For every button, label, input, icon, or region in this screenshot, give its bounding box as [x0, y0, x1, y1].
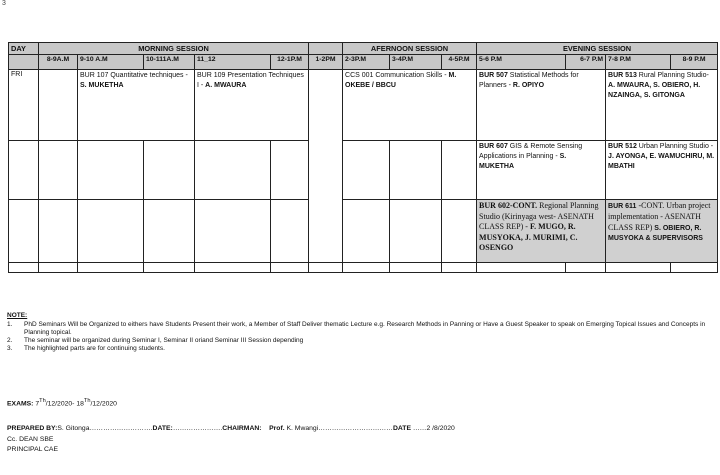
- signature-footer: [7, 424, 455, 456]
- empty-cell: [39, 200, 78, 263]
- prepared-by-line: PREPARED BY:S. Gitonga……………………….DATE:………………….CHAIRMAN: Prof. K. Mwangi……………………………DATE ……2 /8/2020: [7, 425, 455, 432]
- empty-cell: [442, 200, 477, 263]
- empty-cell: [195, 141, 271, 200]
- empty-cell: [343, 200, 390, 263]
- lunch-header-top: [309, 43, 343, 55]
- slot-header: 1-2PM: [309, 55, 343, 70]
- slot-header: 7-8 P.M: [606, 55, 671, 70]
- course-bur512: BUR 512 Urban Planning Studio - J. AYONGA, E. WAMUCHIRU, M. MBATHI: [606, 141, 718, 200]
- slot-header: 10-111A.M: [144, 55, 195, 70]
- day-cell: FRI: [9, 70, 39, 141]
- table-row: [9, 70, 718, 141]
- empty-cell: [271, 141, 309, 200]
- slot-header: 8-9 P.M: [671, 55, 718, 70]
- empty-cell: [144, 141, 195, 200]
- slot-header: 8-9A.M: [39, 55, 78, 70]
- empty-cell: [195, 200, 271, 263]
- course-bur611-highlighted: BUR 611 -CONT. Urban project implementation - ASENATH CLASS REP) S. OBIERO, R. MUSYOKA & SUPERVISORS: [606, 200, 718, 263]
- course-bur507: BUR 507 Statistical Methods for Planners - R. OPIYO: [477, 70, 606, 141]
- empty-cell: [39, 141, 78, 200]
- empty-cell: [9, 200, 39, 263]
- slot-header: 5-6 P.M: [477, 55, 566, 70]
- course-bur109: BUR 109 Presentation Techniques I - A. MWAURA: [195, 70, 309, 141]
- empty-cell: [390, 141, 442, 200]
- notes-section: [7, 312, 717, 353]
- empty-cell: [78, 200, 144, 263]
- lunch-break-cell: [309, 70, 343, 263]
- empty-cell: [78, 141, 144, 200]
- cc-line: Cc. DEAN SBE: [7, 435, 54, 443]
- slot-header: 2-3P.M: [343, 55, 390, 70]
- slot-header: 3-4P.M: [390, 55, 442, 70]
- note-item: 3. The highlighted parts are for continuing students.: [7, 345, 165, 352]
- note-item: 1. PhD Seminars Will be Organized to eithers have Students Present their work, a Member of Staff Deliver thematic Lecture e.g. Research Methods in Panning or Have a Guest Speaker to speak on Emerging Topical Issues and Concepts in Planning topical.: [7, 321, 706, 336]
- course-bur607: BUR 607 GIS & Remote Sensing Applications in Planning - S. MUKETHA: [477, 141, 606, 200]
- afternoon-session-header: AFERNOON SESSION: [343, 43, 477, 55]
- empty-cell: [343, 141, 390, 200]
- slot-header: 6-7 P.M: [566, 55, 606, 70]
- notes-title: NOTE:: [7, 312, 28, 319]
- morning-session-header: MORNING SESSION: [39, 43, 309, 55]
- slot-header: 12-1P.M: [271, 55, 309, 70]
- table-row: [9, 200, 718, 263]
- course-ccs001: CCS 001 Communication Skills - M. OKEBE / BBCU: [343, 70, 477, 141]
- course-bur602-highlighted: BUR 602-CONT. Regional Planning Studio (Kirinyaga west- ASENATH CLASS REP) - F. MUGO, R. MUSYOKA, J. MURIMI, C. OSENGO: [477, 200, 606, 263]
- exams-dates: EXAMS: 7Th/12/2020- 18Th/12/2020: [7, 398, 117, 408]
- evening-session-header: EVENING SESSION: [477, 43, 718, 55]
- day-header: DAY: [9, 43, 39, 55]
- empty-cell: [9, 141, 39, 200]
- timetable: [8, 42, 718, 273]
- principal-line: PRINCIPAL CAE: [7, 446, 58, 453]
- empty-cell: [144, 200, 195, 263]
- table-row: [9, 263, 718, 273]
- empty-cell: [390, 200, 442, 263]
- note-item: 2. The seminar will be organized during Seminar I, Seminar II oriand Seminar III Session depending: [7, 337, 304, 344]
- table-row: [9, 141, 718, 200]
- slot-header: 9-10 A.M: [78, 55, 144, 70]
- day-subheader: [9, 55, 39, 70]
- empty-cell: [39, 70, 78, 141]
- course-bur513: BUR 513 Rural Planning Studio- A. MWAURA, S. OBIERO, H. NZAINGA, S. GITONGA: [606, 70, 718, 141]
- course-bur107: BUR 107 Quantitative techniques - S. MUKETHA: [78, 70, 195, 141]
- slot-header: 4-5P.M: [442, 55, 477, 70]
- empty-cell: [442, 141, 477, 200]
- slot-header: 11_12: [195, 55, 271, 70]
- empty-cell: [271, 200, 309, 263]
- page-number-marker: 3: [2, 0, 6, 7]
